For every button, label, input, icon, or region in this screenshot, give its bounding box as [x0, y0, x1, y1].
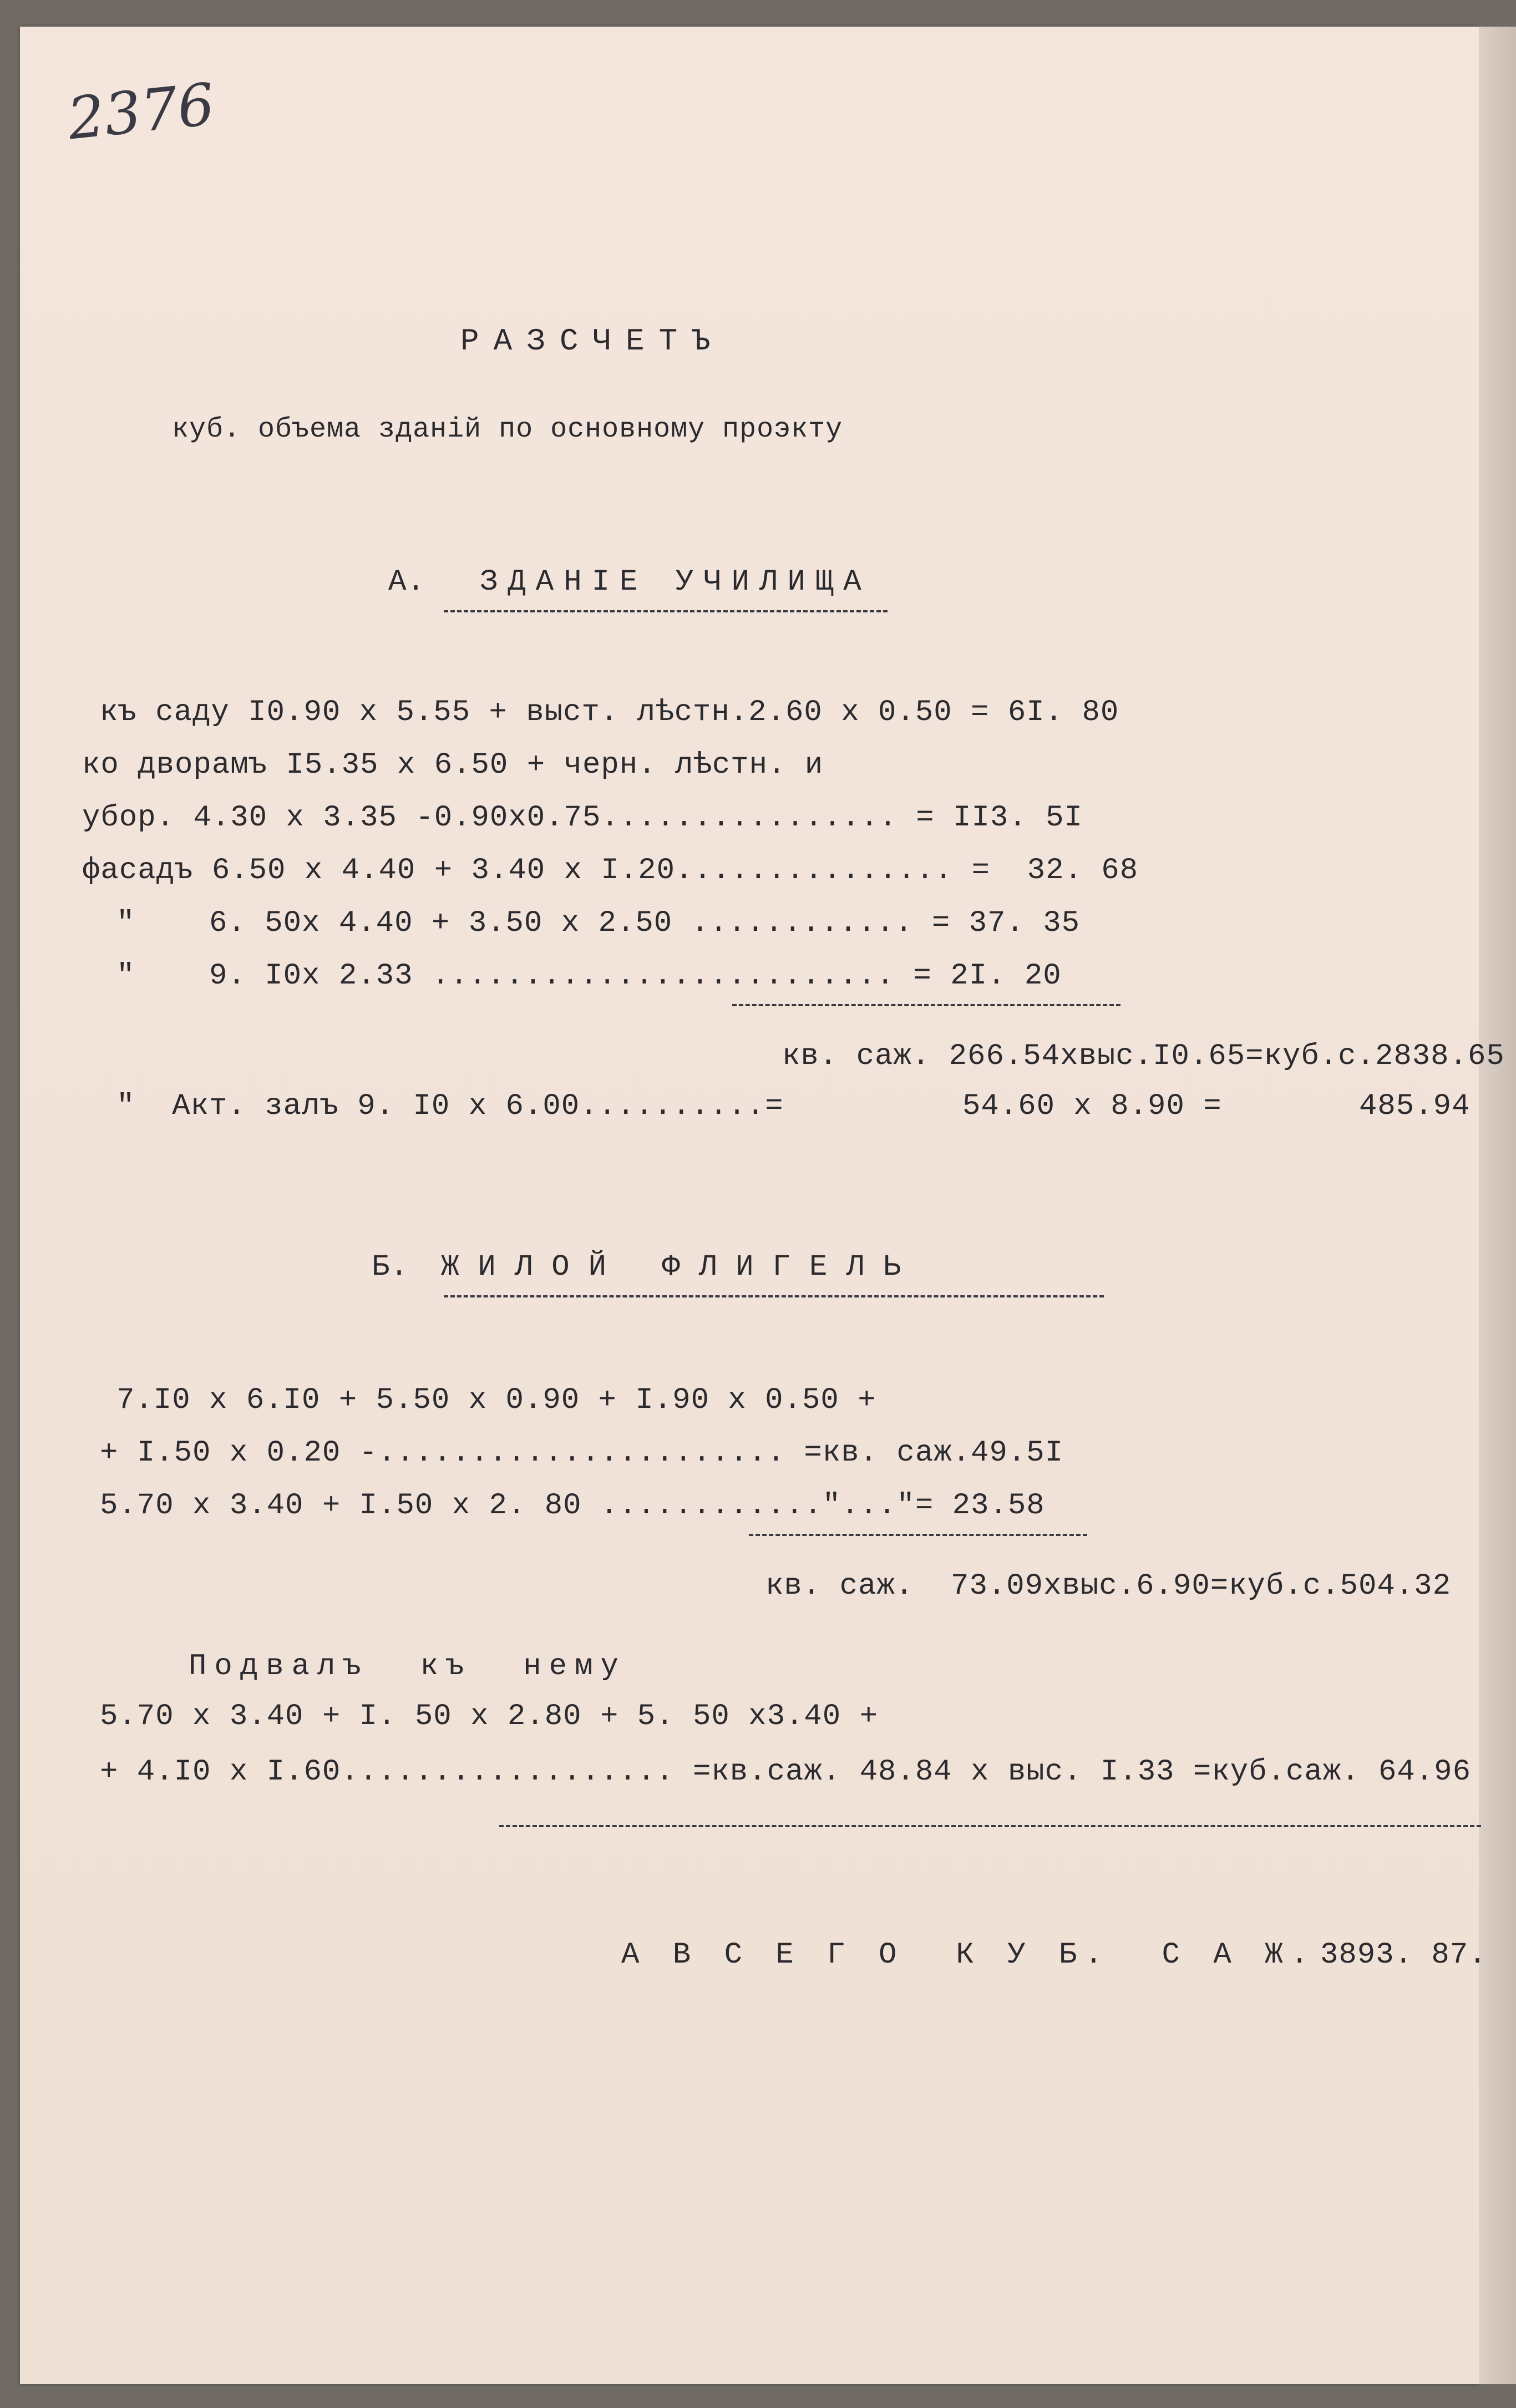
section-b-heading: ЖИЛОЙ ФЛИГЕЛЬ	[441, 1250, 920, 1284]
section-a-total: кв. саж. 266.54хвыс.I0.65=куб.с.2838.65	[782, 1040, 1505, 1073]
section-a-line-2: ко дворамъ I5.35 х 6.50 + черн. лѣстн. и	[82, 748, 824, 782]
document-subtitle: куб. объема зданiй по основному проэкту	[172, 414, 843, 445]
section-a-underline	[444, 610, 888, 612]
section-a-heading: ЗДАНIЕ УЧИЛИЩА	[480, 565, 871, 599]
section-a-line-6: " 9. I0х 2.33 ......................... = 2I. 20	[116, 959, 1062, 993]
section-b-sum-rule	[749, 1534, 1087, 1536]
grand-total-label: А В С Е Г О К У Б. С А Ж.	[621, 1938, 1316, 1972]
section-b-line-2: + I.50 х 0.20 -...................... =кв. саж.49.5I	[100, 1436, 1064, 1470]
section-b-line-1: 7.I0 х 6.I0 + 5.50 х 0.90 + I.90 х 0.50 +	[116, 1383, 876, 1417]
section-a-line-5: " 6. 50х 4.40 + 3.50 х 2.50 ............ = 37. 35	[116, 906, 1081, 940]
handwritten-number: 2376	[64, 70, 218, 153]
section-b-total: кв. саж. 73.09хвыс.6.90=куб.с.504.32	[765, 1569, 1451, 1603]
section-a-aktzal: " Акт. залъ 9. I0 х 6.00..........=	[116, 1089, 784, 1123]
grand-total-value: 3893. 87.	[1320, 1938, 1487, 1972]
page-edge	[1479, 27, 1516, 2384]
basement-line-2: + 4.I0 х I.60.................. =кв.саж. 48.84 х выс. I.33 =куб.саж. 64.96	[100, 1755, 1471, 1789]
section-a-line-1: къ саду I0.90 х 5.55 + выст. лѣстн.2.60 х 0.50 = 6I. 80	[100, 696, 1119, 729]
basement-line-1: 5.70 х 3.40 + I. 50 х 2.80 + 5. 50 х3.40 +	[100, 1700, 879, 1733]
section-b-underline	[444, 1295, 1104, 1297]
document-page	[20, 27, 1479, 2384]
section-b-letter: Б.	[372, 1250, 409, 1284]
section-b-line-3: 5.70 х 3.40 + I.50 х 2. 80 ............"..."= 23.58	[100, 1489, 1045, 1523]
section-a-letter: А.	[388, 565, 425, 599]
basement-sum-rule	[499, 1825, 1481, 1827]
basement-heading: Подвалъ къ нему	[189, 1650, 626, 1684]
section-a-aktzal-result: 485.94	[1359, 1089, 1471, 1123]
section-a-line-4: фасадъ 6.50 х 4.40 + 3.40 х I.20............... = 32. 68	[82, 854, 1139, 888]
document-title: РАЗСЧЕТЪ	[460, 323, 725, 359]
section-a-line-3: убор. 4.30 х 3.35 -0.90х0.75................ = II3. 5I	[82, 801, 1083, 835]
section-a-aktzal-calc: 54.60 х 8.90 =	[962, 1089, 1222, 1123]
section-a-sum-rule	[732, 1004, 1120, 1006]
